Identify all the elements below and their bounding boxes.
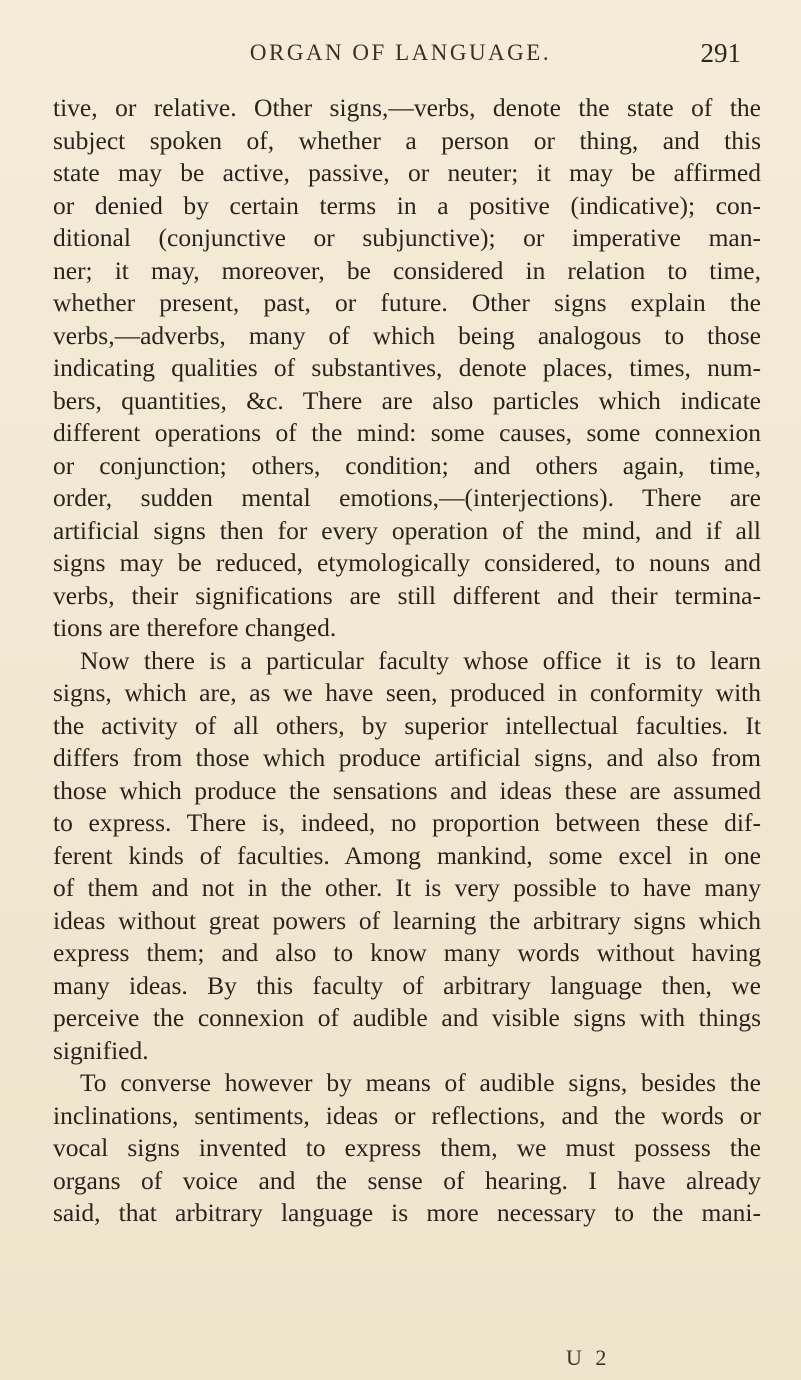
text-line: those which produce the sensations and ideas these are assumed (53, 775, 761, 805)
text-line: ideas without great powers of learning the arbitrary signs which (53, 905, 761, 935)
text-line: the activity of all others, by superior intellectual faculties. It (53, 710, 761, 740)
text-line: differs from those which produce artificial signs, and also from (53, 743, 761, 772)
text-line: signified. (53, 1035, 149, 1065)
paragraph-start-line: Now there is a particular faculty whose office it is to learn (80, 645, 761, 675)
text-line: express them; and also to know many words without having (53, 938, 761, 967)
text-line: organs of voice and the sense of hearing. I have already (53, 1165, 761, 1195)
running-title: ORGAN OF LANGUAGE. (249, 40, 552, 65)
text-line: ner; it may, moreover, be considered in relation to time, (53, 255, 761, 285)
text-line: of them and not in the other. It is very possible to have many (53, 873, 761, 902)
paragraph-start-line: To converse however by means of audible signs, besides the (80, 1068, 761, 1097)
text-line: to express. There is, indeed, no proportion between these dif- (53, 808, 761, 837)
text-line: many ideas. By this faculty of arbitrary language then, we (53, 970, 761, 1000)
text-line: ferent kinds of faculties. Among mankind, some excel in one (53, 840, 761, 870)
text-line: signs, which are, as we have seen, produced in conformity with (53, 678, 761, 707)
text-line: different operations of the mind: some causes, some connexion (53, 418, 761, 447)
body-text (53, 92, 761, 1230)
text-line: signs may be reduced, etymologically considered, to nouns and (53, 548, 761, 577)
page-number: 291 (700, 38, 741, 68)
text-line: verbs,—adverbs, many of which being analogous to those (53, 320, 761, 350)
text-line: bers, quantities, &c. There are also particles which indicate (53, 385, 761, 415)
text-line: or conjunction; others, condition; and others again, time, (53, 450, 761, 480)
text-line: said, that arbitrary language is more necessary to the mani- (53, 1198, 761, 1227)
text-line: state may be active, passive, or neuter; it may be affirmed (53, 158, 761, 187)
text-line: ditional (conjunctive or subjunctive); or imperative man- (53, 223, 761, 252)
running-head (0, 38, 801, 78)
text-line: vocal signs invented to express them, we must possess the (53, 1133, 761, 1162)
text-line: tive, or relative. Other signs,—verbs, denote the state of the (53, 93, 761, 122)
text-line: tions are therefore changed. (53, 613, 337, 642)
text-line: subject spoken of, whether a person or thing, and this (53, 125, 761, 155)
text-line: whether present, past, or future. Other signs explain the (53, 288, 761, 317)
text-line: perceive the connexion of audible and visible signs with things (53, 1003, 761, 1032)
text-line: or denied by certain terms in a positive (indicative); con- (53, 190, 761, 220)
text-line: order, sudden mental emotions,—(interjections). There are (53, 483, 761, 512)
text-line: verbs, their significations are still different and their termina- (53, 580, 761, 610)
text-line: indicating qualities of substantives, denote places, times, num- (53, 353, 761, 382)
text-line: artificial signs then for every operation of the mind, and if all (53, 515, 761, 545)
text-line: inclinations, sentiments, ideas or reflections, and the words or (53, 1100, 761, 1130)
signature-mark: U 2 (566, 1345, 611, 1370)
